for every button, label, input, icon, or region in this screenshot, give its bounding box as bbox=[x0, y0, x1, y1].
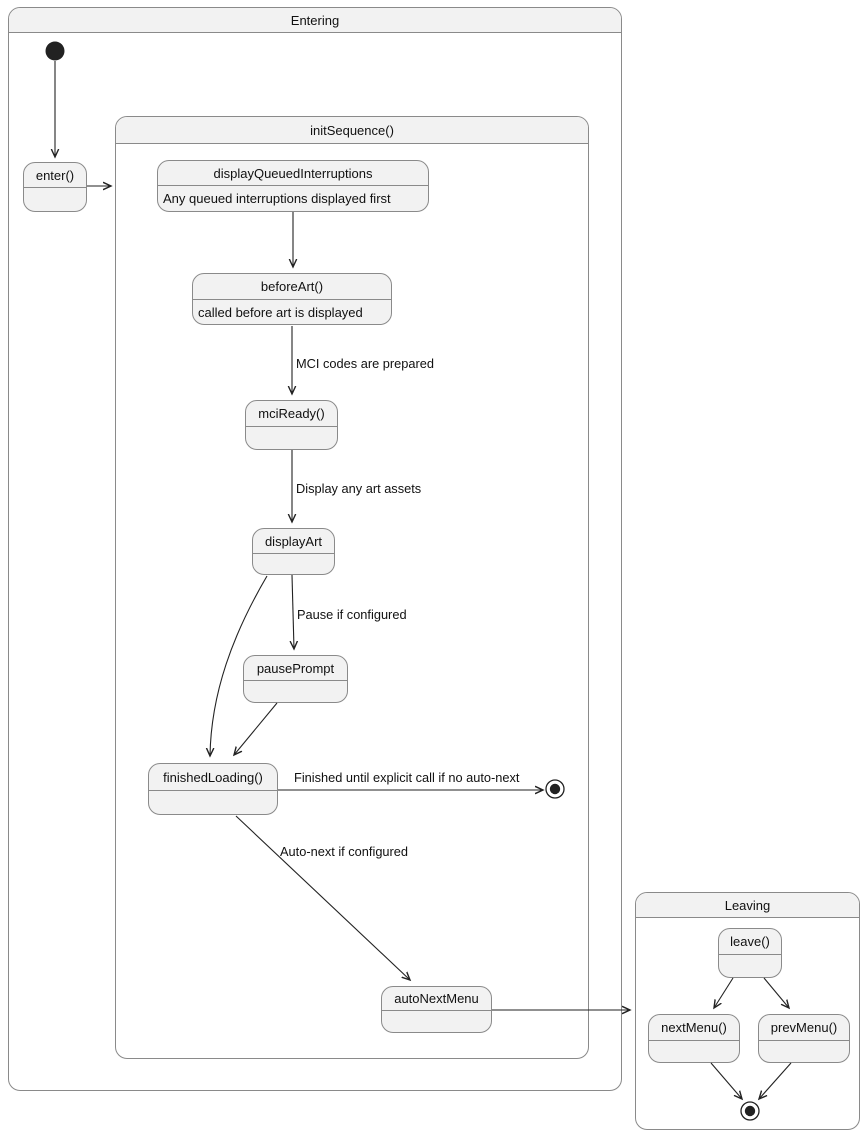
state-leave bbox=[718, 928, 782, 978]
state-pause-prompt bbox=[243, 655, 348, 703]
state-leave-title: leave() bbox=[719, 929, 781, 955]
state-finished-loading-title: finishedLoading() bbox=[149, 764, 277, 791]
transition-label-display-art-assets: Display any art assets bbox=[296, 481, 422, 496]
state-next-menu-title: nextMenu() bbox=[649, 1015, 739, 1041]
transition-label-mci-codes-prepared: MCI codes are prepared bbox=[296, 356, 434, 371]
state-display-queued-interruptions-title: displayQueuedInterruptions bbox=[158, 161, 428, 186]
state-finished-loading-body bbox=[149, 791, 277, 814]
transition-label-pause-if-configured: Pause if configured bbox=[297, 607, 407, 622]
state-prev-menu bbox=[758, 1014, 850, 1063]
state-display-art-title: displayArt bbox=[253, 529, 334, 554]
state-before-art-title: beforeArt() bbox=[193, 274, 391, 300]
state-mci-ready bbox=[245, 400, 338, 450]
composite-state-leaving-title: Leaving bbox=[636, 893, 859, 918]
state-prev-menu-body bbox=[759, 1041, 849, 1062]
state-before-art bbox=[192, 273, 392, 325]
state-pause-prompt-body bbox=[244, 681, 347, 702]
state-display-queued-interruptions-description: Any queued interruptions displayed first bbox=[163, 191, 391, 206]
state-finished-loading bbox=[148, 763, 278, 815]
transition-label-auto-next-if-configured: Auto-next if configured bbox=[280, 844, 409, 859]
state-next-menu bbox=[648, 1014, 740, 1063]
transition-label-finished-until-explicit: Finished until explicit call if no auto-next bbox=[294, 770, 520, 785]
composite-state-init-sequence-title: initSequence() bbox=[116, 117, 588, 144]
state-prev-menu-title: prevMenu() bbox=[759, 1015, 849, 1041]
state-enter-body bbox=[24, 188, 86, 211]
state-before-art-description: called before art is displayed bbox=[198, 304, 363, 320]
state-display-queued-interruptions bbox=[157, 160, 429, 212]
state-mci-ready-title: mciReady() bbox=[246, 401, 337, 427]
state-enter bbox=[23, 162, 87, 212]
state-auto-next-menu-body bbox=[382, 1011, 491, 1032]
state-display-art bbox=[252, 528, 335, 575]
state-mci-ready-body bbox=[246, 427, 337, 449]
state-pause-prompt-title: pausePrompt bbox=[244, 656, 347, 681]
state-auto-next-menu-title: autoNextMenu bbox=[382, 987, 491, 1011]
composite-state-entering-title: Entering bbox=[9, 8, 621, 33]
composite-state-init-sequence bbox=[115, 116, 589, 1059]
state-enter-title: enter() bbox=[24, 163, 86, 188]
state-next-menu-body bbox=[649, 1041, 739, 1062]
state-auto-next-menu bbox=[381, 986, 492, 1033]
state-display-art-body bbox=[253, 554, 334, 574]
state-leave-body bbox=[719, 955, 781, 977]
